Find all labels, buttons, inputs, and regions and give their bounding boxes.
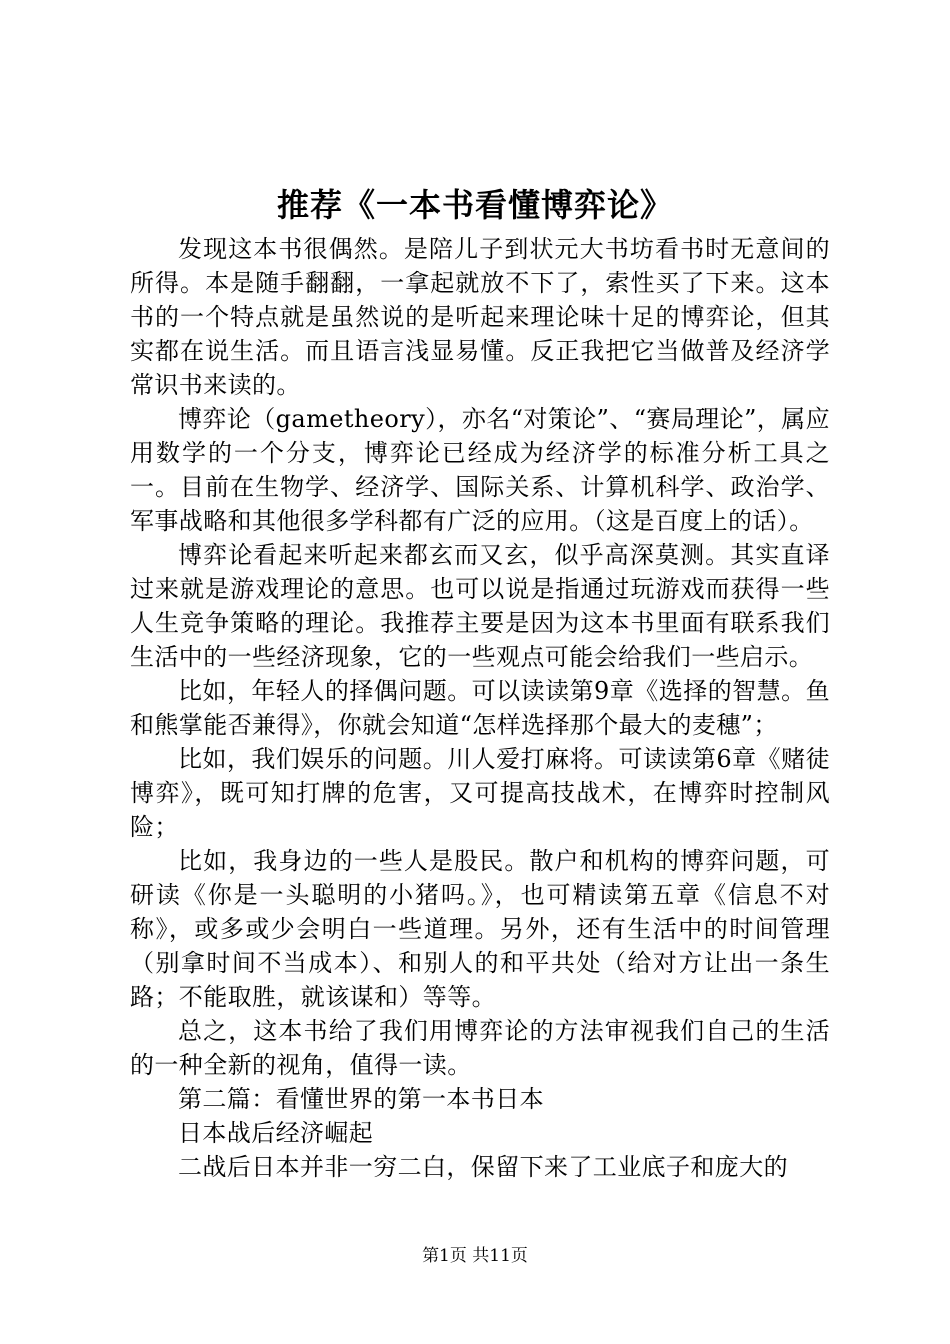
paragraph: 博弈论（gametheory），亦名“对策论”、“赛局理论”，属应用数学的一个分支，博弈论已经成为经济学的标准分析工具之一。目前在生物学、经济学、国际关系、计算机科学、政治学、军事战略和其他很多学科都有广泛的应用。（这是百度上的话）。 [130, 405, 830, 535]
page-title: 推荐《一本书看懂博弈论》 [276, 186, 673, 224]
paragraph: 比如，年轻人的择偶问题。可以读读第9章《选择的智慧。鱼和熊掌能否兼得》，你就会知道“怎样选择那个最大的麦穗”； [130, 677, 830, 739]
paragraph: 比如，我们娱乐的问题。川人爱打麻将。可读读第6章《赌徒博弈》，既可知打牌的危害，又可提高技战术，在博弈时控制风险； [130, 745, 830, 841]
section-subheading: 日本战后经济崛起 [178, 1119, 374, 1147]
paragraph: 比如，我身边的一些人是股民。散户和机构的博弈问题，可研读《你是一头聪明的小猪吗。》，也可精读第五章《信息不对称》，或多或少会明白一些道理。另外，还有生活中的时间管理（别拿时间不当成本）、和别人的和平共处（给对方让出一条生路；不能取胜，就该谋和）等等。 [130, 847, 830, 1011]
paragraph: 发现这本书很偶然。是陪儿子到状元大书坊看书时无意间的所得。本是随手翻翻，一拿起就放不下了，索性买了下来。这本书的一个特点就是虽然说的是听起来理论味十足的博弈论，但其实都在说生活。而且语言浅显易懂。反正我把它当做普及经济学常识书来读的。 [130, 235, 830, 399]
paragraph: 总之，这本书给了我们用博弈论的方法审视我们自己的生活的一种全新的视角，值得一读。 [130, 1017, 830, 1079]
document-body [130, 232, 830, 1184]
page-number-footer: 第1页 共11页 [422, 1246, 528, 1266]
section-heading: 第二篇：看懂世界的第一本书日本 [178, 1085, 544, 1113]
paragraph: 二战后日本并非一穷二白，保留下来了工业底子和庞大的 [178, 1153, 788, 1181]
paragraph: 博弈论看起来听起来都玄而又玄，似乎高深莫测。其实直译过来就是游戏理论的意思。也可以说是指通过玩游戏而获得一些人生竞争策略的理论。我推荐主要是因为这本书里面有联系我们生活中的一些经济现象，它的一些观点可能会给我们一些启示。 [130, 541, 830, 671]
